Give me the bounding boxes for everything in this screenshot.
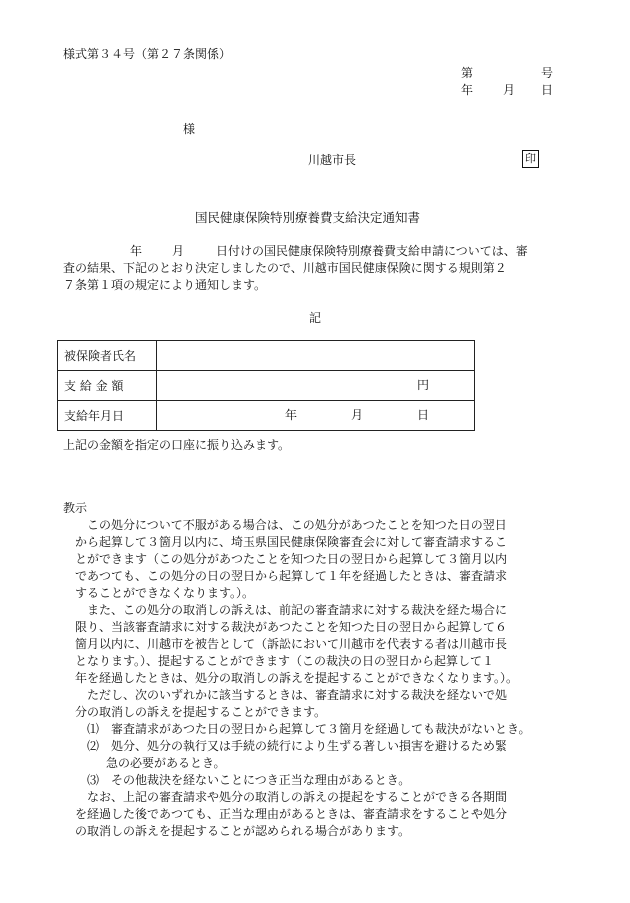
pay-date-month: 月 xyxy=(351,408,364,422)
notice-line: ⑶ その他裁決を経ないことにつき正当な理由があるとき。 xyxy=(87,773,411,787)
intro-line-3: ７条第１項の規定により通知します。 xyxy=(63,278,267,292)
insured-name-label: 被保険者氏名 xyxy=(58,341,157,371)
issue-date-month: 月 xyxy=(503,83,516,97)
document-title: 国民健康保険特別療養費支給決定通知書 xyxy=(195,210,421,225)
ki-heading: 記 xyxy=(309,311,322,325)
notice-line: 箇月以内に、川越市を被告として（訴訟において川越市を代表する者は川越市長 xyxy=(75,637,508,651)
notice-line: また、この処分の取消しの訴えは、前記の審査請求に対する裁決を経た場合に xyxy=(87,603,508,617)
notice-line: となります。）、提起することができます（この裁決の日の翌日から起算して１ xyxy=(75,654,495,668)
document-number-suffix: 号 xyxy=(541,66,554,80)
notice-line: であつても、この処分の日の翌日から起算して１年を経過したときは、審査請求 xyxy=(75,569,508,583)
notice-line: を経過した後であつても、正当な理由があるときは、審査請求をすることや処分 xyxy=(75,807,508,821)
notice-line: 限り、当該審査請求に対する裁決があつたことを知つた日の翌日から起算して６ xyxy=(75,620,508,634)
notice-line: ⑴ 審査請求があつた日の翌日から起算して３箇月を経過しても裁決がないとき。 xyxy=(87,722,531,736)
table-row xyxy=(58,341,475,371)
intro-year: 年 xyxy=(130,244,143,258)
transfer-note: 上記の金額を指定の口座に振り込みます。 xyxy=(63,438,291,452)
pay-date-year: 年 xyxy=(285,408,298,422)
notice-line: 急の必要があるとき。 xyxy=(106,756,226,770)
notice-line: から起算して３箇月以内に、埼玉県国民健康保険審査会に対して審査請求するこ xyxy=(75,535,508,549)
amount-label: 支 給 金 額 xyxy=(58,371,157,401)
pay-date-day: 日 xyxy=(417,408,430,422)
issue-date-year: 年 xyxy=(461,83,474,97)
pay-date-label: 支給年月日 xyxy=(58,401,157,431)
notice-line: ただし、次のいずれかに該当するときは、審査請求に対する裁決を経ないで処 xyxy=(87,688,508,702)
notice-line: ⑵ 処分、処分の執行又は手続の続行により生ずる著しい損害を避けるため緊 xyxy=(87,739,508,753)
table-row xyxy=(58,371,475,401)
intro-line-1-text: 日付けの国民健康保険特別療養費支給申請については、審 xyxy=(216,244,528,258)
insured-name-value xyxy=(157,341,475,371)
seal-mark: 印 xyxy=(522,150,539,168)
recipient-honorific: 様 xyxy=(183,122,196,136)
notice-heading: 教示 xyxy=(63,501,88,515)
issuer-name: 川越市長 xyxy=(308,153,357,167)
notice-line: とができます（この処分があつたことを知つた日の翌日から起算して３箇月以内 xyxy=(75,552,508,566)
notice-line: の取消しの訴えを提起することが認められる場合があります。 xyxy=(75,824,411,838)
intro-line-2: 査の結果、下記のとおり決定しましたので、川越市国民健康保険に関する規則第２ xyxy=(63,261,507,275)
amount-value xyxy=(157,371,475,401)
notice-line: することができなくなります。）。 xyxy=(75,586,255,600)
table-row xyxy=(58,401,475,431)
document-number-label: 第 xyxy=(461,66,474,80)
pay-date-value xyxy=(157,401,475,431)
intro-month: 月 xyxy=(172,244,185,258)
notice-line: 年を経過したときは、処分の取消しの訴えを提起することができなくなります。）。 xyxy=(75,671,519,685)
notice-line: なお、上記の審査請求や処分の取消しの訴えの提起をすることができる各期間 xyxy=(87,790,508,804)
notice-line: この処分について不服がある場合は、この処分があつたことを知つた日の翌日 xyxy=(87,518,507,532)
amount-unit: 円 xyxy=(417,378,430,392)
details-table xyxy=(57,340,475,431)
notice-line: 分の取消しの訴えを提起することができます。 xyxy=(75,705,327,719)
issue-date-day: 日 xyxy=(541,83,554,97)
form-number: 様式第３４号（第２７条関係） xyxy=(63,47,232,61)
